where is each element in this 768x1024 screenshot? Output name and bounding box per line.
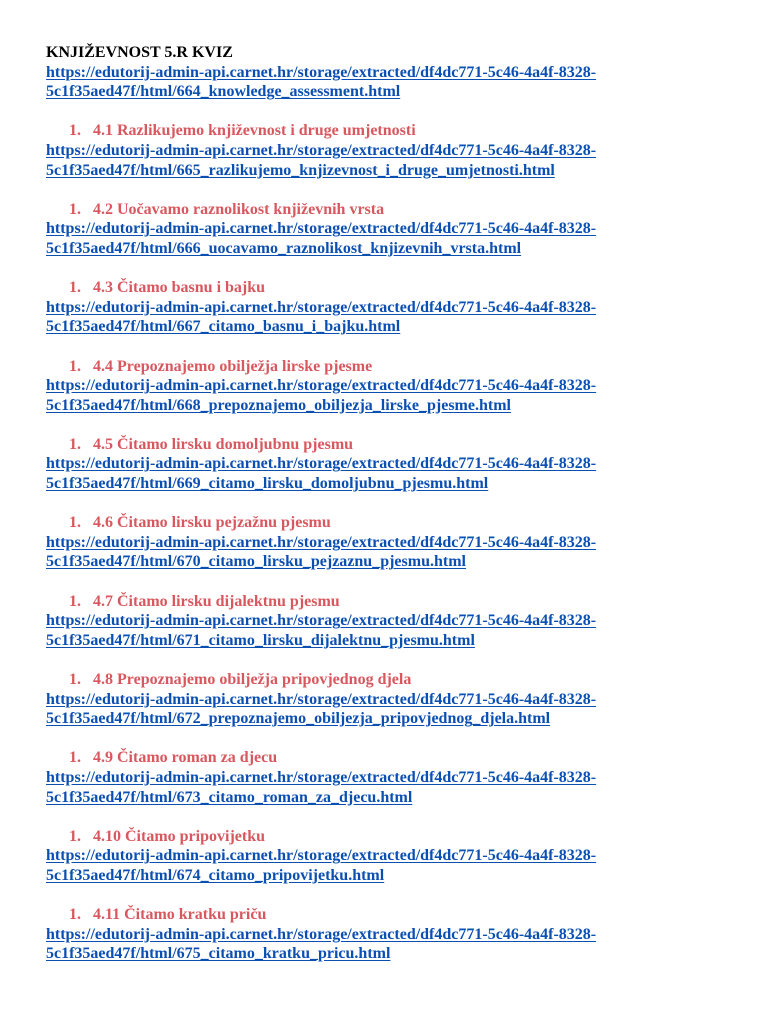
item-heading [46,200,746,220]
item-link[interactable] [46,846,746,885]
item-link-line2[interactable]: 5c1f35aed47f/html/666_uocavamo_raznolikost_knjizevnih_vrsta.html [46,239,522,257]
item-link[interactable] [46,768,746,807]
item-heading [46,357,746,377]
item-link-line2[interactable]: 5c1f35aed47f/html/675_citamo_kratku_pricu.html [46,945,391,963]
list-item [46,435,746,494]
list-item [46,278,746,337]
item-link-line1[interactable]: https://edutorij-admin-api.carnet.hr/storage/extracted/df4dc771-5c46-4a4f-8328- [46,768,597,786]
item-heading [46,670,746,690]
item-number: 1. [69,906,81,924]
document-title: KNJIŽEVNOST 5.R KVIZ [46,44,233,61]
list-item [46,121,746,180]
item-heading-text: 4.9 Čitamo roman za djecu [93,749,278,767]
item-link[interactable] [46,141,746,180]
item-heading-text: 4.5 Čitamo lirsku domoljubnu pjesmu [93,435,354,453]
item-link[interactable] [46,533,746,572]
item-link-line1[interactable]: https://edutorij-admin-api.carnet.hr/storage/extracted/df4dc771-5c46-4a4f-8328- [46,455,597,473]
list-item [46,357,746,416]
item-heading [46,513,746,533]
item-link-line1[interactable]: https://edutorij-admin-api.carnet.hr/storage/extracted/df4dc771-5c46-4a4f-8328- [46,847,597,865]
item-link-line1[interactable]: https://edutorij-admin-api.carnet.hr/storage/extracted/df4dc771-5c46-4a4f-8328- [46,533,597,551]
item-link-line1[interactable]: https://edutorij-admin-api.carnet.hr/storage/extracted/df4dc771-5c46-4a4f-8328- [46,690,597,708]
item-heading [46,121,746,141]
item-link-line1[interactable]: https://edutorij-admin-api.carnet.hr/storage/extracted/df4dc771-5c46-4a4f-8328- [46,141,597,159]
item-link-line1[interactable]: https://edutorij-admin-api.carnet.hr/storage/extracted/df4dc771-5c46-4a4f-8328- [46,298,597,316]
item-link[interactable] [46,376,746,415]
item-link[interactable] [46,611,746,650]
item-heading-text: 4.6 Čitamo lirsku pejzažnu pjesmu [93,514,331,532]
main-quiz-link-line1[interactable]: https://edutorij-admin-api.carnet.hr/storage/extracted/df4dc771-5c46-4a4f-8328- [46,63,597,81]
item-link-line1[interactable]: https://edutorij-admin-api.carnet.hr/storage/extracted/df4dc771-5c46-4a4f-8328- [46,220,597,238]
item-link-line2[interactable]: 5c1f35aed47f/html/672_prepoznajemo_obiljezja_pripovjednog_djela.html [46,710,551,728]
item-link[interactable] [46,690,746,729]
item-link-line1[interactable]: https://edutorij-admin-api.carnet.hr/storage/extracted/df4dc771-5c46-4a4f-8328- [46,925,597,943]
item-heading [46,905,746,925]
item-link[interactable] [46,219,746,258]
item-link-line2[interactable]: 5c1f35aed47f/html/671_citamo_lirsku_dijalektnu_pjesmu.html [46,631,475,649]
list-item [46,827,746,886]
item-heading-text: 4.1 Razlikujemo književnost i druge umjetnosti [93,122,416,140]
item-number: 1. [69,122,81,140]
item-number: 1. [69,749,81,767]
item-number: 1. [69,200,81,218]
item-link-line2[interactable]: 5c1f35aed47f/html/673_citamo_roman_za_djecu.html [46,788,413,806]
item-number: 1. [69,514,81,532]
item-link[interactable] [46,298,746,337]
main-quiz-link-line2[interactable]: 5c1f35aed47f/html/664_knowledge_assessment.html [46,83,401,101]
item-link[interactable] [46,454,746,493]
item-heading [46,592,746,612]
item-number: 1. [69,435,81,453]
item-link-line2[interactable]: 5c1f35aed47f/html/668_prepoznajemo_obiljezja_lirske_pjesme.html [46,396,511,414]
item-link-line2[interactable]: 5c1f35aed47f/html/674_citamo_pripovijetku.html [46,866,385,884]
item-number: 1. [69,592,81,610]
item-heading-text: 4.11 Čitamo kratku priču [93,906,267,924]
document-page [46,43,746,964]
list-item [46,200,746,259]
item-link[interactable] [46,925,746,964]
item-link-line2[interactable]: 5c1f35aed47f/html/667_citamo_basnu_i_bajku.html [46,318,401,336]
item-link-line2[interactable]: 5c1f35aed47f/html/665_razlikujemo_knjizevnost_i_druge_umjetnosti.html [46,161,555,179]
item-link-line2[interactable]: 5c1f35aed47f/html/670_citamo_lirsku_pejzaznu_pjesmu.html [46,553,466,571]
list-item [46,748,746,807]
list-item [46,513,746,572]
list-item [46,592,746,651]
item-number: 1. [69,357,81,375]
item-heading-text: 4.8 Prepoznajemo obilježja pripovjednog djela [93,671,412,688]
item-heading-text: 4.4 Prepoznajemo obilježja lirske pjesme [93,357,373,375]
item-heading-text: 4.3 Čitamo basnu i bajku [93,279,266,297]
item-heading-text: 4.10 Čitamo pripovijetku [93,827,265,845]
list-item [46,905,746,964]
item-link-line1[interactable]: https://edutorij-admin-api.carnet.hr/storage/extracted/df4dc771-5c46-4a4f-8328- [46,612,597,630]
item-list [46,121,746,964]
list-item [46,670,746,729]
item-heading [46,748,746,768]
item-number: 1. [69,827,81,845]
item-heading [46,278,746,298]
item-heading [46,827,746,847]
item-link-line2[interactable]: 5c1f35aed47f/html/669_citamo_lirsku_domoljubnu_pjesmu.html [46,475,489,493]
item-link-line1[interactable]: https://edutorij-admin-api.carnet.hr/storage/extracted/df4dc771-5c46-4a4f-8328- [46,377,597,395]
main-quiz-link[interactable] [46,63,746,102]
item-number: 1. [69,671,81,688]
item-heading-text: 4.7 Čitamo lirsku dijalektnu pjesmu [93,592,340,610]
item-number: 1. [69,279,81,297]
item-heading [46,435,746,455]
item-heading-text: 4.2 Uočavamo raznolikost književnih vrsta [93,200,385,218]
